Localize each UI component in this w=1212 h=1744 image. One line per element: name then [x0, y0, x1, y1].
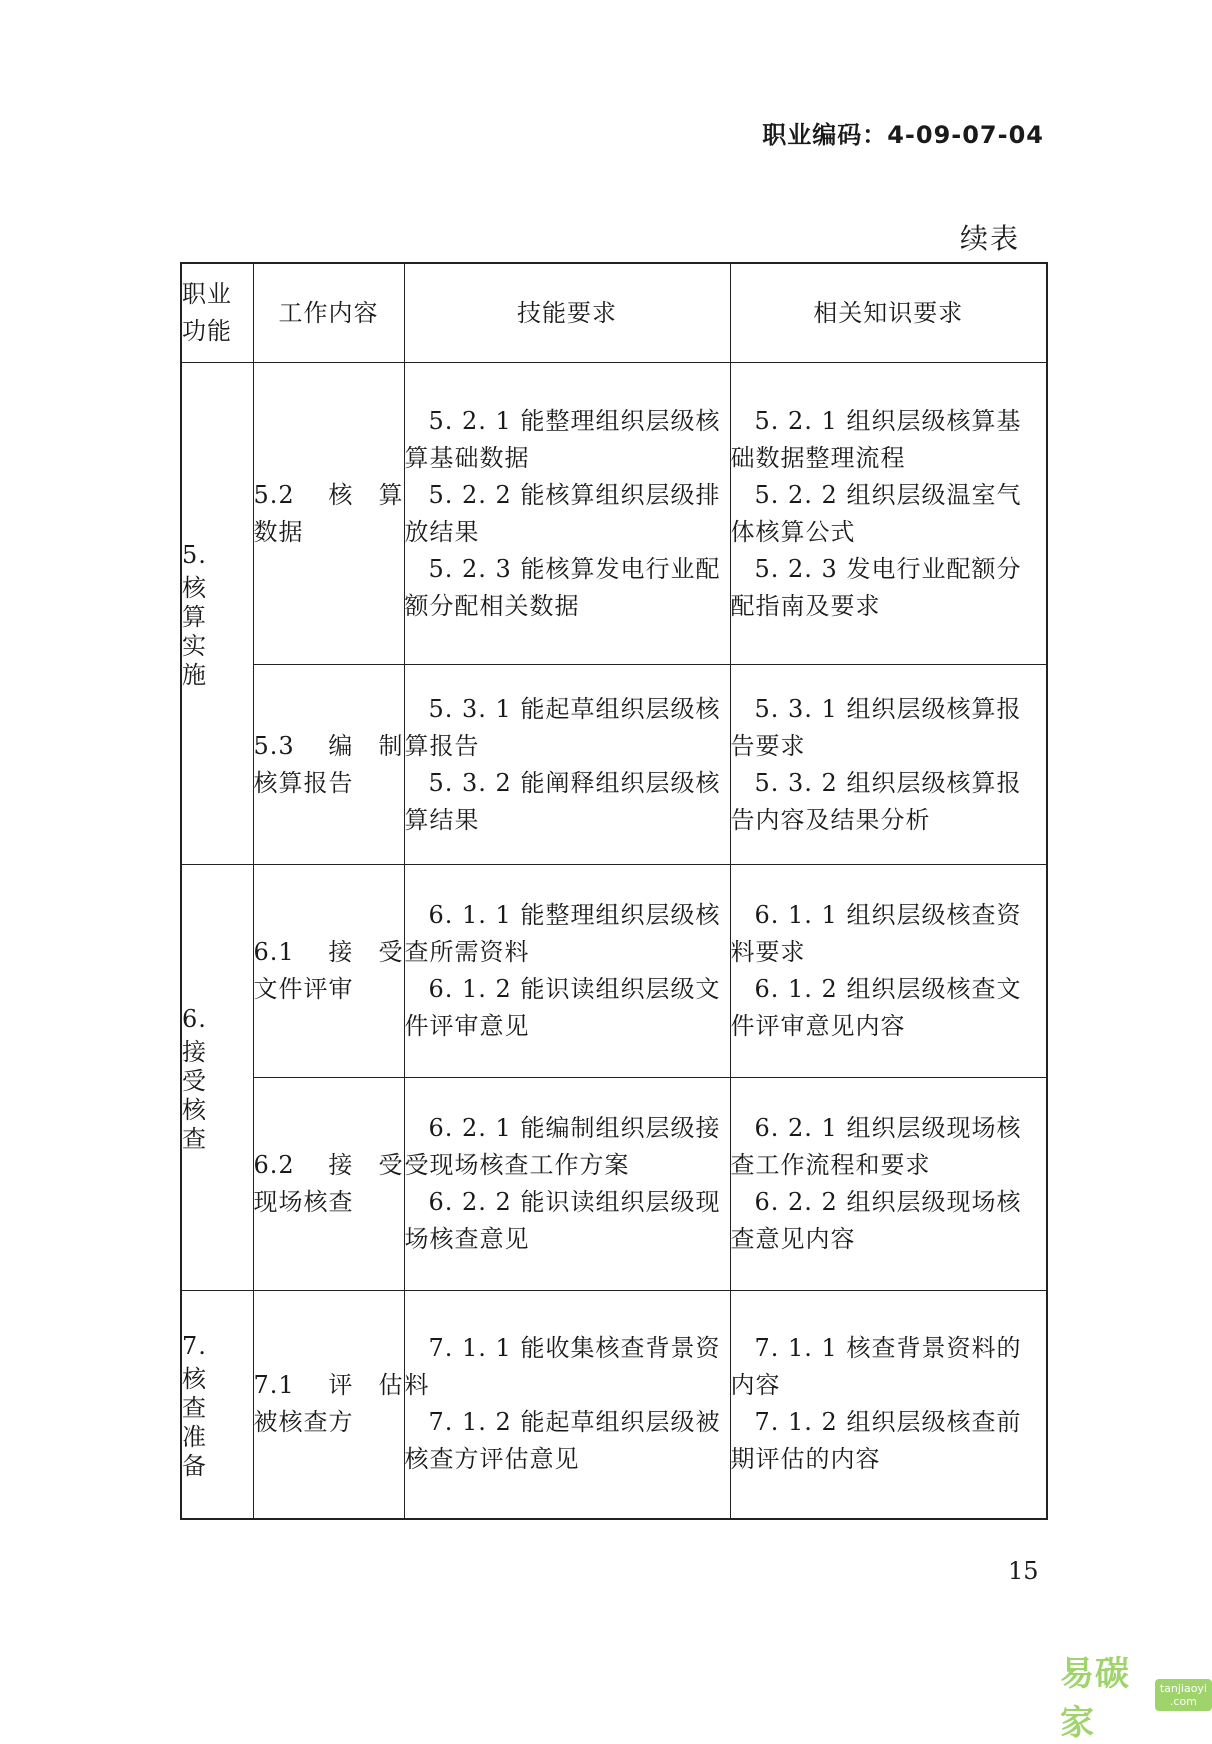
col-header-knowledge: 相关知识要求 [730, 263, 1047, 363]
table-row [181, 865, 1047, 1078]
knowledge-item: 6. 1. 1 组织层级核查资料要求 [730, 901, 1022, 966]
work-content-subtitle: 现场核查 [253, 1188, 354, 1216]
knowledge-item: 7. 1. 1 核查背景资料的内容 [730, 1334, 1022, 1400]
knowledge-cell [730, 865, 1047, 1078]
work-content-subtitle: 被核查方 [253, 1408, 354, 1437]
col-header-function: 职业功能 [181, 263, 253, 363]
knowledge-item: 5. 3. 2 组织层级核算报告内容及结果分析 [730, 768, 1022, 834]
table-row [181, 665, 1047, 865]
col-header-skills: 技能要求 [404, 263, 730, 363]
skill-item: 5. 3. 2 能阐释组织层级核算结果 [404, 768, 721, 834]
skill-item: 6. 2. 2 能识读组织层级现场核查意见 [404, 1188, 721, 1253]
skills-cell [404, 865, 730, 1078]
continued-label: 续表 [959, 222, 1020, 255]
skill-item: 7. 1. 1 能收集核查背景资料 [404, 1334, 721, 1400]
skills-cell [404, 1291, 730, 1519]
skills-cell [404, 665, 730, 865]
watermark-domain [1155, 1679, 1212, 1711]
skill-item: 5. 2. 3 能核算发电行业配额分配相关数据 [404, 554, 721, 620]
knowledge-item: 6. 2. 2 组织层级现场核查意见内容 [730, 1188, 1022, 1253]
knowledge-item: 6. 1. 2 组织层级核查文件评审意见内容 [730, 975, 1022, 1040]
function-name: 核算实施 [182, 574, 207, 689]
function-cell [181, 363, 253, 865]
knowledge-item: 6. 2. 1 组织层级现场核查工作流程和要求 [730, 1114, 1022, 1179]
skills-cell [404, 363, 730, 665]
skill-item: 5. 2. 1 能整理组织层级核算基础数据 [404, 406, 721, 472]
skill-item: 6. 1. 2 能识读组织层级文件评审意见 [404, 975, 721, 1040]
work-content-title: 6.2 接受 [253, 1151, 404, 1179]
knowledge-item: 5. 2. 3 发电行业配额分配指南及要求 [730, 554, 1022, 620]
work-content-subtitle: 文件评审 [253, 975, 354, 1003]
work-content-subtitle: 核算报告 [253, 768, 354, 797]
work-content-title: 5.2 核算 [253, 480, 404, 509]
occupation-code: 职业编码：4-09-07-04 [762, 121, 1044, 149]
col-header-work-content: 工作内容 [253, 263, 404, 363]
watermark-domain-line1: tanjiaoyi [1159, 1682, 1207, 1695]
work-content-cell [253, 1078, 404, 1291]
work-content-title: 5.3 编制 [253, 731, 404, 760]
skill-item: 6. 2. 1 能编制组织层级接受现场核查工作方案 [404, 1114, 721, 1179]
function-cell [181, 865, 253, 1291]
skills-cell [404, 1078, 730, 1291]
skill-item: 6. 1. 1 能整理组织层级核查所需资料 [404, 901, 721, 966]
table-row [181, 1291, 1047, 1519]
function-number: 6. [182, 1005, 207, 1033]
watermark-domain-line2: .com [1169, 1695, 1197, 1708]
function-number: 5. [182, 541, 207, 569]
knowledge-cell [730, 665, 1047, 865]
function-name: 接受核查 [182, 1038, 207, 1153]
table-row [181, 363, 1047, 665]
function-cell [181, 1291, 253, 1519]
skill-item: 5. 2. 2 能核算组织层级排放结果 [404, 480, 721, 546]
work-content-title: 6.1 接受 [253, 938, 404, 966]
work-content-cell [253, 363, 404, 665]
knowledge-item: 7. 1. 2 组织层级核查前期评估的内容 [730, 1408, 1022, 1474]
table-header-row [181, 263, 1047, 363]
knowledge-cell [730, 363, 1047, 665]
knowledge-item: 5. 2. 2 组织层级温室气体核算公式 [730, 480, 1022, 546]
work-content-cell [253, 1291, 404, 1519]
page-number: 15 [1008, 1557, 1039, 1585]
knowledge-item: 5. 3. 1 组织层级核算报告要求 [730, 694, 1022, 760]
work-content-cell [253, 865, 404, 1078]
knowledge-item: 5. 2. 1 组织层级核算基础数据整理流程 [730, 406, 1022, 472]
knowledge-cell [730, 1078, 1047, 1291]
work-content-subtitle: 数据 [253, 517, 304, 546]
knowledge-cell [730, 1291, 1047, 1519]
function-number: 7. [182, 1331, 207, 1360]
skill-item: 7. 1. 2 能起草组织层级被核查方评估意见 [404, 1408, 721, 1474]
watermark-logo-text: 易碳家 [1060, 1654, 1130, 1743]
skill-item: 5. 3. 1 能起草组织层级核算报告 [404, 694, 721, 760]
function-name: 核查准备 [182, 1364, 207, 1480]
watermark-logo [1060, 1646, 1212, 1744]
work-content-cell [253, 665, 404, 865]
occupation-table [180, 262, 1048, 1520]
work-content-title: 7.1 评估 [253, 1371, 404, 1400]
table-row [181, 1078, 1047, 1291]
